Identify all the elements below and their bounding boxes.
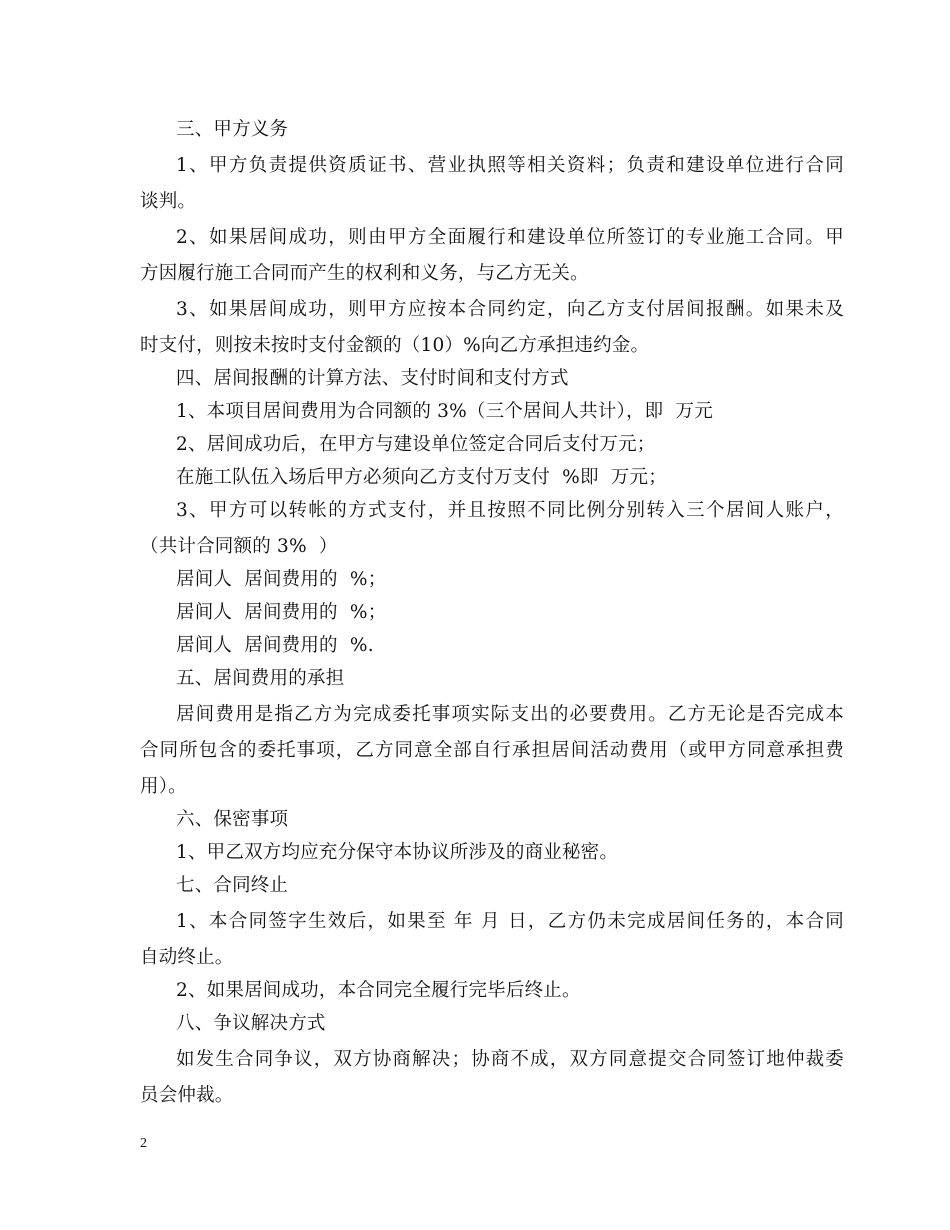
paragraph-line: 2、如果居间成功，则由甲方全面履行和建设单位所签订的专业施工合同。甲: [176, 227, 844, 248]
page-number: 2: [140, 1136, 147, 1151]
paragraph-line: 1、甲乙双方均应充分保守本协议所涉及的商业秘密。: [176, 842, 619, 863]
paragraph-line: 用）。: [140, 776, 187, 797]
paragraph-line: （共计合同额的 3% ）: [140, 536, 338, 557]
section-heading-4: 四、居间报酬的计算方法、支付时间和支付方式: [176, 368, 569, 389]
paragraph-line: 居间人 居间费用的 %.: [176, 635, 374, 656]
paragraph-line: 1、甲方负责提供资质证书、营业执照等相关资料；负责和建设单位进行合同: [176, 155, 844, 176]
paragraph-line: 居间人 居间费用的 %；: [176, 602, 387, 623]
paragraph-line: 2、居间成功后，在甲方与建设单位签定合同后支付万元；: [176, 434, 656, 455]
section-heading-5: 五、居间费用的承担: [176, 668, 345, 689]
section-heading-3: 三、甲方义务: [176, 119, 289, 140]
paragraph-line: 如发生合同争议，双方协商解决；协商不成，双方同意提交合同签订地仲裁委: [176, 1049, 844, 1070]
paragraph-line: 员会仲裁。: [140, 1085, 234, 1106]
paragraph-line: 1、本项目居间费用为合同额的 3%（三个居间人共计），即 万元: [176, 401, 713, 422]
paragraph-line: 时支付，则按未按时支付金额的（10）%向乙方承担违约金。: [140, 335, 650, 356]
paragraph-line: 谈判。: [140, 191, 197, 212]
paragraph-line: 居间人 居间费用的 %；: [176, 569, 387, 590]
section-heading-6: 六、保密事项: [176, 809, 289, 830]
paragraph-line: 1、本合同签字生效后，如果至 年 月 日，乙方仍未完成居间任务的，本合同: [176, 911, 844, 932]
section-heading-7: 七、合同终止: [176, 875, 289, 896]
paragraph-line: 自动终止。: [140, 947, 234, 968]
paragraph-line: 3、甲方可以转帐的方式支付，并且按照不同比例分别转入三个居间人账户，: [176, 500, 844, 521]
paragraph-line: 居间费用是指乙方为完成委托事项实际支出的必要费用。乙方无论是否完成本: [176, 704, 844, 725]
paragraph-line: 在施工队伍入场后甲方必须向乙方支付万支付 %即 万元；: [176, 467, 667, 488]
paragraph-line: 3、如果居间成功，则甲方应按本合同约定，向乙方支付居间报酬。如果未及: [176, 299, 844, 320]
paragraph-line: 方因履行施工合同而产生的权利和义务，与乙方无关。: [140, 263, 589, 284]
paragraph-line: 合同所包含的委托事项，乙方同意全部自行承担居间活动费用（或甲方同意承担费: [140, 740, 844, 761]
paragraph-line: 2、如果居间成功，本合同完全履行完毕后终止。: [176, 980, 581, 1001]
section-heading-8: 八、争议解决方式: [176, 1013, 326, 1034]
